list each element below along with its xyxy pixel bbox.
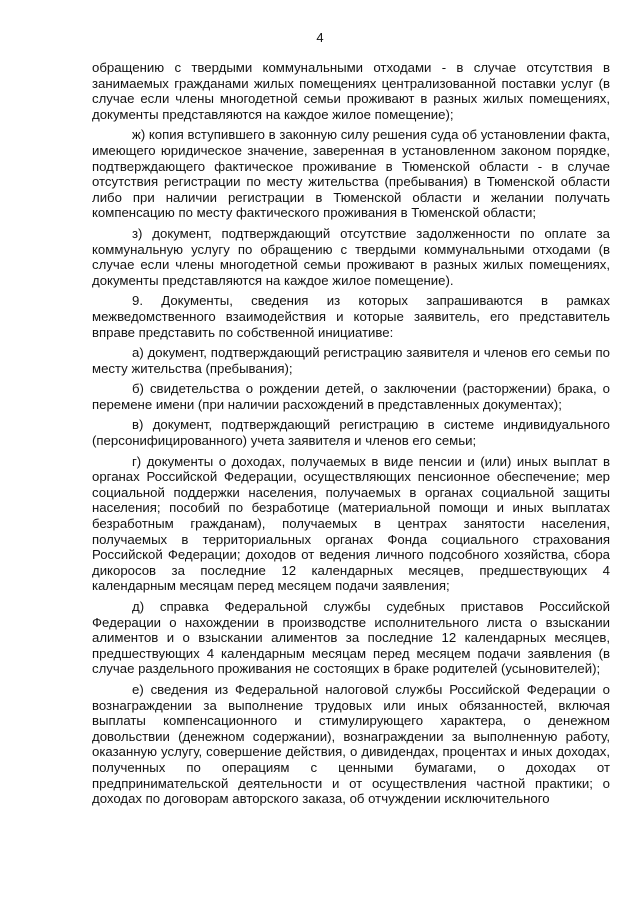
page-number: 4	[316, 30, 324, 45]
paragraph-item-e: е) сведения из Федеральной налоговой службы Российской Федерации о вознаграждении за выполнение трудовых или иных обязанностей, включая выплаты компенсационного и стимулирующего характера, о денежном довольствии (денежном содержании), вознаграждении за выполненную работу, оказанную услугу, совершение действия, о дивидендах, процентах и иных доходах, полученных по операциям с ценными бумагами, о доходах от предпринимательской деятельности и от осуществления частной практики; о доходах по договорам авторского заказа, об отчуждении исключительного	[92, 681, 610, 807]
paragraph-item-b: б) свидетельства о рождении детей, о заключении (расторжении) брака, о перемене имени (при наличии расхождений в представленных документах);	[92, 381, 610, 412]
paragraph-section-9: 9. Документы, сведения из которых запрашиваются в рамках межведомственного взаимодействия и которые заявитель, его представитель вправе представить по собственной инициативе:	[92, 293, 610, 340]
paragraph-continuation: обращению с твердыми коммунальными отходами - в случае отсутствия в занимаемых гражданами жилых помещениях централизованной поставки услуг (в случае если члены многодетной семьи проживают в разных жилых помещениях, документы представляются на каждое жилое помещение);	[92, 60, 610, 122]
document-body	[92, 60, 610, 812]
paragraph-item-d: д) справка Федеральной службы судебных приставов Российской Федерации о нахождении в производстве исполнительного листа о взыскании алиментов и о взыскании алиментов за последние 12 календарных месяцев, предшествующих 4 календарным месяцам перед месяцем подачи заявления (в случае раздельного проживания не состоящих в браке родителей (усыновителей);	[92, 599, 610, 677]
paragraph-item-g: г) документы о доходах, получаемых в виде пенсии и (или) иных выплат в органах Российской Федерации, осуществляющих пенсионное обеспечение; мер социальной поддержки населения, получаемых в органах социальной защиты населения; пособий по безработице (материальной помощи и иных выплатах безработным гражданам), получаемых в центрах занятости населения, получаемых в территориальных органах Фонда социального страхования Российской Федерации; доходов от ведения личного подсобного хозяйства, сбора дикоросов за последние 12 календарных месяцев, предшествующих 4 календарным месяцам перед месяцем подачи заявления;	[92, 453, 610, 594]
paragraph-item-z: з) документ, подтверждающий отсутствие задолженности по оплате за коммунальную услугу по обращению с твердыми коммунальными отходами (в случае если члены многодетной семьи проживают в разных жилых помещениях, документы представляются на каждое жилое помещение).	[92, 225, 610, 288]
paragraph-item-v: в) документ, подтверждающий регистрацию в системе индивидуального (персонифицированного) учета заявителя и членов его семьи;	[92, 417, 610, 449]
paragraph-item-zh: ж) копия вступившего в законную силу решения суда об установлении факта, имеющего юридическое значение, заверенная в установленном законом порядке, подтверждающего фактическое проживание в Тюменской области - в случае отсутствия регистрации по месту жительства (пребывания) в Тюменской области либо при наличии регистрации в Тюменской области и желании получать компенсацию по месту фактического проживания в Тюменской области;	[92, 127, 610, 221]
paragraph-item-a: а) документ, подтверждающий регистрацию заявителя и членов его семьи по месту жительства (пребывания);	[92, 345, 610, 376]
